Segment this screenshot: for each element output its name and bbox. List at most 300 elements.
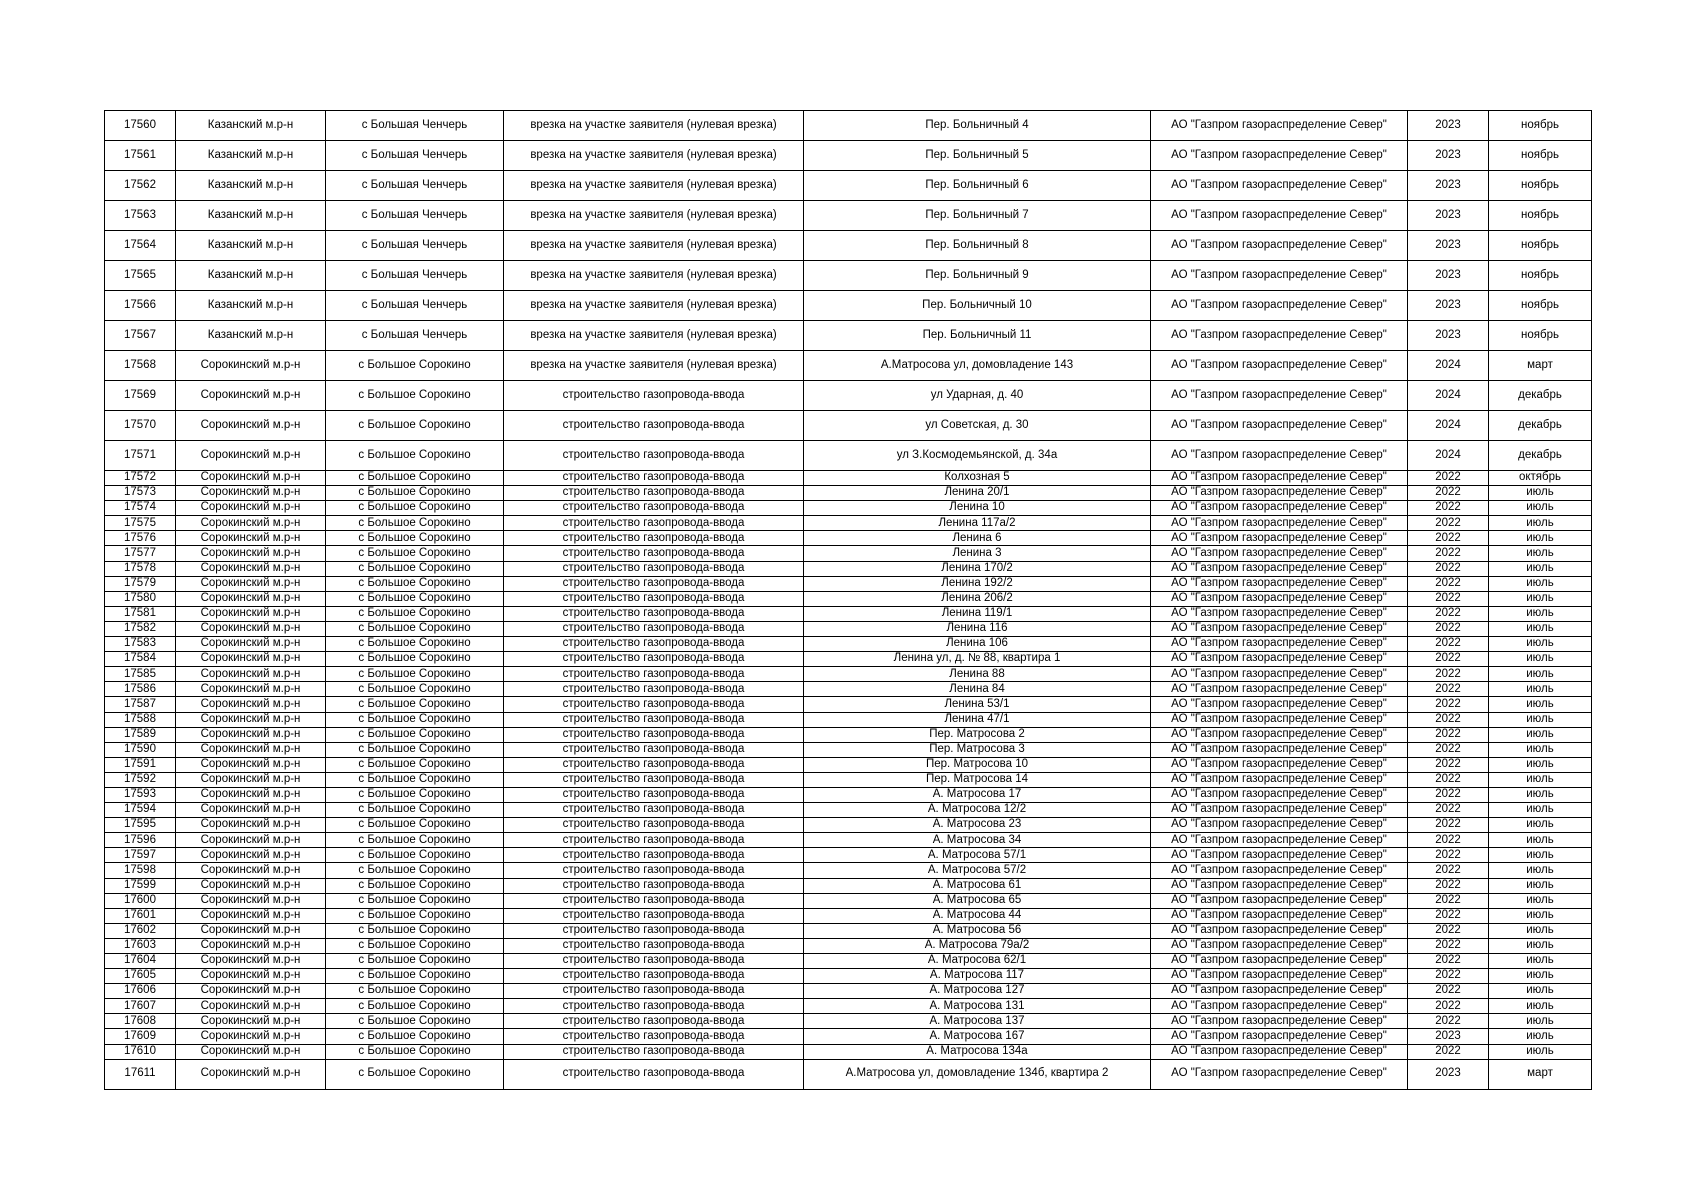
cell-year: 2022 — [1408, 908, 1489, 923]
table-row — [105, 1029, 1592, 1044]
cell-id: 17584 — [105, 652, 176, 667]
cell-month: июль — [1489, 818, 1592, 833]
cell-id: 17571 — [105, 441, 176, 471]
cell-work-type: строительство газопровода-ввода — [504, 833, 804, 848]
cell-work-type: строительство газопровода-ввода — [504, 1044, 804, 1059]
cell-work-type: врезка на участке заявителя (нулевая врезка) — [504, 291, 804, 321]
cell-district: Сорокинский м.р-н — [176, 682, 326, 697]
cell-work-type: строительство газопровода-ввода — [504, 591, 804, 606]
table-row — [105, 908, 1592, 923]
cell-month: июль — [1489, 893, 1592, 908]
cell-work-type: строительство газопровода-ввода — [504, 531, 804, 546]
cell-month: июль — [1489, 878, 1592, 893]
cell-organization: АО "Газпром газораспределение Север" — [1151, 803, 1408, 818]
cell-work-type: строительство газопровода-ввода — [504, 803, 804, 818]
cell-settlement: с Большое Сорокино — [326, 697, 504, 712]
cell-year: 2022 — [1408, 516, 1489, 531]
cell-year: 2022 — [1408, 1014, 1489, 1029]
table-row — [105, 757, 1592, 772]
cell-address: ул Советская, д. 30 — [804, 411, 1151, 441]
cell-address: Ленина 192/2 — [804, 576, 1151, 591]
cell-work-type: строительство газопровода-ввода — [504, 848, 804, 863]
cell-id: 17594 — [105, 803, 176, 818]
cell-month: июль — [1489, 576, 1592, 591]
cell-settlement: с Большое Сорокино — [326, 351, 504, 381]
cell-month: ноябрь — [1489, 231, 1592, 261]
cell-work-type: строительство газопровода-ввода — [504, 742, 804, 757]
cell-settlement: с Большое Сорокино — [326, 999, 504, 1014]
cell-district: Сорокинский м.р-н — [176, 531, 326, 546]
cell-district: Казанский м.р-н — [176, 321, 326, 351]
cell-month: июль — [1489, 621, 1592, 636]
cell-year: 2022 — [1408, 667, 1489, 682]
cell-month: июль — [1489, 742, 1592, 757]
cell-settlement: с Большое Сорокино — [326, 938, 504, 953]
cell-settlement: с Большая Ченчерь — [326, 291, 504, 321]
table-body — [105, 111, 1592, 1090]
cell-month: июль — [1489, 863, 1592, 878]
cell-address: А. Матросова 61 — [804, 878, 1151, 893]
cell-organization: АО "Газпром газораспределение Север" — [1151, 546, 1408, 561]
cell-address: Ленина 3 — [804, 546, 1151, 561]
table-row — [105, 954, 1592, 969]
cell-work-type: врезка на участке заявителя (нулевая врезка) — [504, 321, 804, 351]
cell-address: А.Матросова ул, домовладение 134б, квартира 2 — [804, 1059, 1151, 1089]
cell-address: Пер. Матросова 10 — [804, 757, 1151, 772]
cell-month: декабрь — [1489, 381, 1592, 411]
cell-work-type: строительство газопровода-ввода — [504, 712, 804, 727]
table-row — [105, 969, 1592, 984]
cell-year: 2024 — [1408, 381, 1489, 411]
cell-work-type: строительство газопровода-ввода — [504, 969, 804, 984]
cell-organization: АО "Газпром газораспределение Север" — [1151, 381, 1408, 411]
cell-id: 17561 — [105, 141, 176, 171]
cell-month: июль — [1489, 531, 1592, 546]
cell-organization: АО "Газпром газораспределение Север" — [1151, 908, 1408, 923]
cell-year: 2022 — [1408, 637, 1489, 652]
cell-settlement: с Большое Сорокино — [326, 411, 504, 441]
cell-year: 2022 — [1408, 591, 1489, 606]
cell-address: А. Матросова 127 — [804, 984, 1151, 999]
table-row — [105, 772, 1592, 787]
cell-year: 2022 — [1408, 938, 1489, 953]
cell-organization: АО "Газпром газораспределение Север" — [1151, 621, 1408, 636]
cell-organization: АО "Газпром газораспределение Север" — [1151, 712, 1408, 727]
cell-district: Сорокинский м.р-н — [176, 411, 326, 441]
cell-month: июль — [1489, 803, 1592, 818]
cell-month: июль — [1489, 938, 1592, 953]
cell-month: июль — [1489, 923, 1592, 938]
cell-settlement: с Большое Сорокино — [326, 848, 504, 863]
cell-settlement: с Большая Ченчерь — [326, 171, 504, 201]
cell-district: Сорокинский м.р-н — [176, 652, 326, 667]
cell-work-type: врезка на участке заявителя (нулевая врезка) — [504, 111, 804, 141]
cell-district: Сорокинский м.р-н — [176, 803, 326, 818]
cell-settlement: с Большое Сорокино — [326, 712, 504, 727]
cell-work-type: строительство газопровода-ввода — [504, 954, 804, 969]
cell-organization: АО "Газпром газораспределение Север" — [1151, 787, 1408, 802]
cell-work-type: строительство газопровода-ввода — [504, 667, 804, 682]
cell-address: А. Матросова 131 — [804, 999, 1151, 1014]
cell-organization: АО "Газпром газораспределение Север" — [1151, 591, 1408, 606]
cell-settlement: с Большая Ченчерь — [326, 201, 504, 231]
cell-month: июль — [1489, 652, 1592, 667]
cell-district: Казанский м.р-н — [176, 171, 326, 201]
cell-district: Сорокинский м.р-н — [176, 757, 326, 772]
cell-address: ул З.Космодемьянской, д. 34а — [804, 441, 1151, 471]
cell-organization: АО "Газпром газораспределение Север" — [1151, 441, 1408, 471]
cell-work-type: строительство газопровода-ввода — [504, 878, 804, 893]
cell-work-type: строительство газопровода-ввода — [504, 381, 804, 411]
cell-id: 17563 — [105, 201, 176, 231]
cell-id: 17580 — [105, 591, 176, 606]
cell-id: 17576 — [105, 531, 176, 546]
cell-address: Ленина 117а/2 — [804, 516, 1151, 531]
cell-organization: АО "Газпром газораспределение Север" — [1151, 697, 1408, 712]
cell-year: 2022 — [1408, 923, 1489, 938]
cell-month: июль — [1489, 787, 1592, 802]
cell-year: 2023 — [1408, 321, 1489, 351]
table-row — [105, 999, 1592, 1014]
cell-work-type: врезка на участке заявителя (нулевая врезка) — [504, 261, 804, 291]
cell-id: 17581 — [105, 606, 176, 621]
cell-work-type: строительство газопровода-ввода — [504, 606, 804, 621]
cell-id: 17579 — [105, 576, 176, 591]
cell-year: 2022 — [1408, 742, 1489, 757]
cell-month: июль — [1489, 546, 1592, 561]
cell-year: 2022 — [1408, 878, 1489, 893]
cell-address: Колхозная 5 — [804, 471, 1151, 486]
cell-settlement: с Большое Сорокино — [326, 621, 504, 636]
cell-organization: АО "Газпром газораспределение Север" — [1151, 111, 1408, 141]
cell-settlement: с Большое Сорокино — [326, 908, 504, 923]
cell-address: А. Матросова 134а — [804, 1044, 1151, 1059]
cell-settlement: с Большое Сорокино — [326, 576, 504, 591]
cell-settlement: с Большое Сорокино — [326, 742, 504, 757]
cell-organization: АО "Газпром газораспределение Север" — [1151, 501, 1408, 516]
cell-month: июль — [1489, 697, 1592, 712]
cell-year: 2023 — [1408, 201, 1489, 231]
cell-work-type: строительство газопровода-ввода — [504, 772, 804, 787]
cell-work-type: строительство газопровода-ввода — [504, 682, 804, 697]
cell-district: Сорокинский м.р-н — [176, 486, 326, 501]
table-row — [105, 667, 1592, 682]
table-row — [105, 576, 1592, 591]
cell-address: Пер. Больничный 4 — [804, 111, 1151, 141]
cell-address: Пер. Больничный 11 — [804, 321, 1151, 351]
cell-district: Сорокинский м.р-н — [176, 591, 326, 606]
table-row — [105, 621, 1592, 636]
cell-id: 17588 — [105, 712, 176, 727]
table-row — [105, 803, 1592, 818]
cell-settlement: с Большое Сорокино — [326, 787, 504, 802]
cell-id: 17586 — [105, 682, 176, 697]
cell-month: ноябрь — [1489, 321, 1592, 351]
cell-month: ноябрь — [1489, 261, 1592, 291]
cell-district: Сорокинский м.р-н — [176, 351, 326, 381]
cell-organization: АО "Газпром газораспределение Север" — [1151, 833, 1408, 848]
cell-settlement: с Большая Ченчерь — [326, 231, 504, 261]
cell-district: Сорокинский м.р-н — [176, 471, 326, 486]
cell-work-type: врезка на участке заявителя (нулевая врезка) — [504, 351, 804, 381]
cell-id: 17575 — [105, 516, 176, 531]
cell-month: июль — [1489, 712, 1592, 727]
cell-id: 17577 — [105, 546, 176, 561]
cell-settlement: с Большое Сорокино — [326, 984, 504, 999]
cell-district: Сорокинский м.р-н — [176, 697, 326, 712]
cell-year: 2022 — [1408, 576, 1489, 591]
cell-address: Ленина 119/1 — [804, 606, 1151, 621]
cell-id: 17598 — [105, 863, 176, 878]
table-row — [105, 501, 1592, 516]
cell-id: 17610 — [105, 1044, 176, 1059]
cell-address: Пер. Матросова 2 — [804, 727, 1151, 742]
cell-district: Сорокинский м.р-н — [176, 637, 326, 652]
cell-district: Сорокинский м.р-н — [176, 863, 326, 878]
cell-work-type: строительство газопровода-ввода — [504, 999, 804, 1014]
cell-organization: АО "Газпром газораспределение Север" — [1151, 141, 1408, 171]
cell-address: А. Матросова 137 — [804, 1014, 1151, 1029]
cell-work-type: врезка на участке заявителя (нулевая врезка) — [504, 201, 804, 231]
cell-settlement: с Большое Сорокино — [326, 757, 504, 772]
table-row — [105, 697, 1592, 712]
cell-settlement: с Большое Сорокино — [326, 606, 504, 621]
table-row — [105, 381, 1592, 411]
cell-settlement: с Большое Сорокино — [326, 1044, 504, 1059]
cell-year: 2022 — [1408, 803, 1489, 818]
cell-id: 17578 — [105, 561, 176, 576]
cell-work-type: строительство газопровода-ввода — [504, 757, 804, 772]
cell-id: 17606 — [105, 984, 176, 999]
cell-month: декабрь — [1489, 411, 1592, 441]
cell-work-type: строительство газопровода-ввода — [504, 1014, 804, 1029]
table-row — [105, 516, 1592, 531]
table-row — [105, 727, 1592, 742]
cell-district: Сорокинский м.р-н — [176, 878, 326, 893]
cell-organization: АО "Газпром газораспределение Север" — [1151, 652, 1408, 667]
cell-district: Сорокинский м.р-н — [176, 712, 326, 727]
cell-month: ноябрь — [1489, 291, 1592, 321]
cell-address: Пер. Больничный 8 — [804, 231, 1151, 261]
cell-organization: АО "Газпром газораспределение Север" — [1151, 576, 1408, 591]
cell-settlement: с Большое Сорокино — [326, 818, 504, 833]
table-row — [105, 531, 1592, 546]
cell-address: А. Матросова 65 — [804, 893, 1151, 908]
table-row — [105, 1014, 1592, 1029]
cell-month: ноябрь — [1489, 171, 1592, 201]
cell-district: Сорокинский м.р-н — [176, 441, 326, 471]
cell-address: А. Матросова 79а/2 — [804, 938, 1151, 953]
cell-year: 2022 — [1408, 1044, 1489, 1059]
cell-district: Сорокинский м.р-н — [176, 546, 326, 561]
cell-organization: АО "Газпром газораспределение Север" — [1151, 878, 1408, 893]
cell-district: Сорокинский м.р-н — [176, 908, 326, 923]
cell-month: ноябрь — [1489, 111, 1592, 141]
cell-id: 17603 — [105, 938, 176, 953]
cell-month: июль — [1489, 591, 1592, 606]
cell-month: июль — [1489, 999, 1592, 1014]
cell-address: Пер. Больничный 6 — [804, 171, 1151, 201]
cell-id: 17569 — [105, 381, 176, 411]
cell-year: 2022 — [1408, 818, 1489, 833]
table-row — [105, 863, 1592, 878]
cell-work-type: строительство газопровода-ввода — [504, 938, 804, 953]
cell-organization: АО "Газпром газораспределение Север" — [1151, 954, 1408, 969]
cell-organization: АО "Газпром газораспределение Север" — [1151, 938, 1408, 953]
cell-address: Ленина 84 — [804, 682, 1151, 697]
cell-organization: АО "Газпром газораспределение Север" — [1151, 1014, 1408, 1029]
cell-year: 2022 — [1408, 697, 1489, 712]
cell-work-type: строительство газопровода-ввода — [504, 621, 804, 636]
cell-id: 17600 — [105, 893, 176, 908]
cell-settlement: с Большая Ченчерь — [326, 111, 504, 141]
cell-work-type: строительство газопровода-ввода — [504, 486, 804, 501]
cell-organization: АО "Газпром газораспределение Север" — [1151, 351, 1408, 381]
cell-organization: АО "Газпром газораспределение Север" — [1151, 772, 1408, 787]
cell-settlement: с Большое Сорокино — [326, 486, 504, 501]
cell-year: 2022 — [1408, 833, 1489, 848]
table-row — [105, 878, 1592, 893]
table-row — [105, 561, 1592, 576]
cell-organization: АО "Газпром газораспределение Север" — [1151, 682, 1408, 697]
table-row — [105, 441, 1592, 471]
table-row — [105, 923, 1592, 938]
cell-address: ул Ударная, д. 40 — [804, 381, 1151, 411]
cell-settlement: с Большое Сорокино — [326, 667, 504, 682]
cell-organization: АО "Газпром газораспределение Север" — [1151, 727, 1408, 742]
cell-district: Сорокинский м.р-н — [176, 954, 326, 969]
cell-organization: АО "Газпром газораспределение Север" — [1151, 561, 1408, 576]
cell-month: ноябрь — [1489, 201, 1592, 231]
cell-month: июль — [1489, 1029, 1592, 1044]
cell-address: Пер. Больничный 7 — [804, 201, 1151, 231]
table-row — [105, 411, 1592, 441]
cell-district: Сорокинский м.р-н — [176, 1014, 326, 1029]
table-row — [105, 291, 1592, 321]
cell-year: 2022 — [1408, 486, 1489, 501]
cell-id: 17593 — [105, 787, 176, 802]
table-row — [105, 351, 1592, 381]
cell-settlement: с Большое Сорокино — [326, 501, 504, 516]
cell-district: Казанский м.р-н — [176, 111, 326, 141]
table-row — [105, 321, 1592, 351]
cell-id: 17597 — [105, 848, 176, 863]
cell-organization: АО "Газпром газораспределение Север" — [1151, 637, 1408, 652]
cell-work-type: строительство газопровода-ввода — [504, 1059, 804, 1089]
cell-month: июль — [1489, 637, 1592, 652]
cell-year: 2022 — [1408, 501, 1489, 516]
cell-year: 2023 — [1408, 261, 1489, 291]
table-row — [105, 141, 1592, 171]
cell-address: Ленина 116 — [804, 621, 1151, 636]
table-row — [105, 682, 1592, 697]
cell-month: июль — [1489, 486, 1592, 501]
cell-year: 2024 — [1408, 411, 1489, 441]
cell-district: Сорокинский м.р-н — [176, 772, 326, 787]
table-row — [105, 261, 1592, 291]
cell-year: 2022 — [1408, 471, 1489, 486]
cell-year: 2022 — [1408, 561, 1489, 576]
cell-work-type: врезка на участке заявителя (нулевая врезка) — [504, 141, 804, 171]
cell-district: Сорокинский м.р-н — [176, 938, 326, 953]
cell-settlement: с Большая Ченчерь — [326, 141, 504, 171]
table-row — [105, 984, 1592, 999]
cell-district: Сорокинский м.р-н — [176, 999, 326, 1014]
cell-year: 2022 — [1408, 652, 1489, 667]
cell-organization: АО "Газпром газораспределение Север" — [1151, 1029, 1408, 1044]
cell-district: Казанский м.р-н — [176, 291, 326, 321]
cell-year: 2022 — [1408, 546, 1489, 561]
table-row — [105, 1059, 1592, 1089]
cell-month: июль — [1489, 1014, 1592, 1029]
cell-settlement: с Большое Сорокино — [326, 1029, 504, 1044]
cell-id: 17565 — [105, 261, 176, 291]
cell-id: 17583 — [105, 637, 176, 652]
cell-address: Ленина ул, д. № 88, квартира 1 — [804, 652, 1151, 667]
cell-organization: АО "Газпром газораспределение Север" — [1151, 531, 1408, 546]
cell-month: июль — [1489, 984, 1592, 999]
cell-work-type: строительство газопровода-ввода — [504, 923, 804, 938]
cell-id: 17574 — [105, 501, 176, 516]
cell-work-type: строительство газопровода-ввода — [504, 576, 804, 591]
cell-id: 17609 — [105, 1029, 176, 1044]
cell-year: 2022 — [1408, 712, 1489, 727]
cell-organization: АО "Газпром газораспределение Север" — [1151, 848, 1408, 863]
cell-settlement: с Большое Сорокино — [326, 1059, 504, 1089]
cell-address: Пер. Больничный 9 — [804, 261, 1151, 291]
cell-settlement: с Большое Сорокино — [326, 833, 504, 848]
cell-id: 17591 — [105, 757, 176, 772]
table-row — [105, 471, 1592, 486]
cell-organization: АО "Газпром газораспределение Север" — [1151, 984, 1408, 999]
cell-district: Сорокинский м.р-н — [176, 984, 326, 999]
cell-address: А. Матросова 44 — [804, 908, 1151, 923]
cell-district: Сорокинский м.р-н — [176, 1029, 326, 1044]
cell-district: Казанский м.р-н — [176, 201, 326, 231]
cell-settlement: с Большое Сорокино — [326, 772, 504, 787]
cell-address: А. Матросова 23 — [804, 818, 1151, 833]
cell-address: Ленина 20/1 — [804, 486, 1151, 501]
cell-year: 2023 — [1408, 111, 1489, 141]
cell-month: октябрь — [1489, 471, 1592, 486]
cell-district: Сорокинский м.р-н — [176, 1044, 326, 1059]
cell-address: Пер. Больничный 10 — [804, 291, 1151, 321]
cell-work-type: строительство газопровода-ввода — [504, 561, 804, 576]
cell-id: 17568 — [105, 351, 176, 381]
cell-district: Сорокинский м.р-н — [176, 501, 326, 516]
table-row — [105, 848, 1592, 863]
cell-id: 17592 — [105, 772, 176, 787]
cell-settlement: с Большое Сорокино — [326, 516, 504, 531]
cell-address: Ленина 106 — [804, 637, 1151, 652]
cell-year: 2022 — [1408, 787, 1489, 802]
cell-id: 17570 — [105, 411, 176, 441]
cell-month: ноябрь — [1489, 141, 1592, 171]
table-row — [105, 486, 1592, 501]
table-row — [105, 637, 1592, 652]
cell-work-type: строительство газопровода-ввода — [504, 893, 804, 908]
cell-organization: АО "Газпром газораспределение Север" — [1151, 231, 1408, 261]
cell-id: 17589 — [105, 727, 176, 742]
table-row — [105, 712, 1592, 727]
cell-organization: АО "Газпром газораспределение Север" — [1151, 969, 1408, 984]
cell-year: 2024 — [1408, 441, 1489, 471]
table-row — [105, 606, 1592, 621]
cell-address: Ленина 170/2 — [804, 561, 1151, 576]
cell-organization: АО "Газпром газораспределение Север" — [1151, 516, 1408, 531]
cell-id: 17582 — [105, 621, 176, 636]
cell-id: 17562 — [105, 171, 176, 201]
